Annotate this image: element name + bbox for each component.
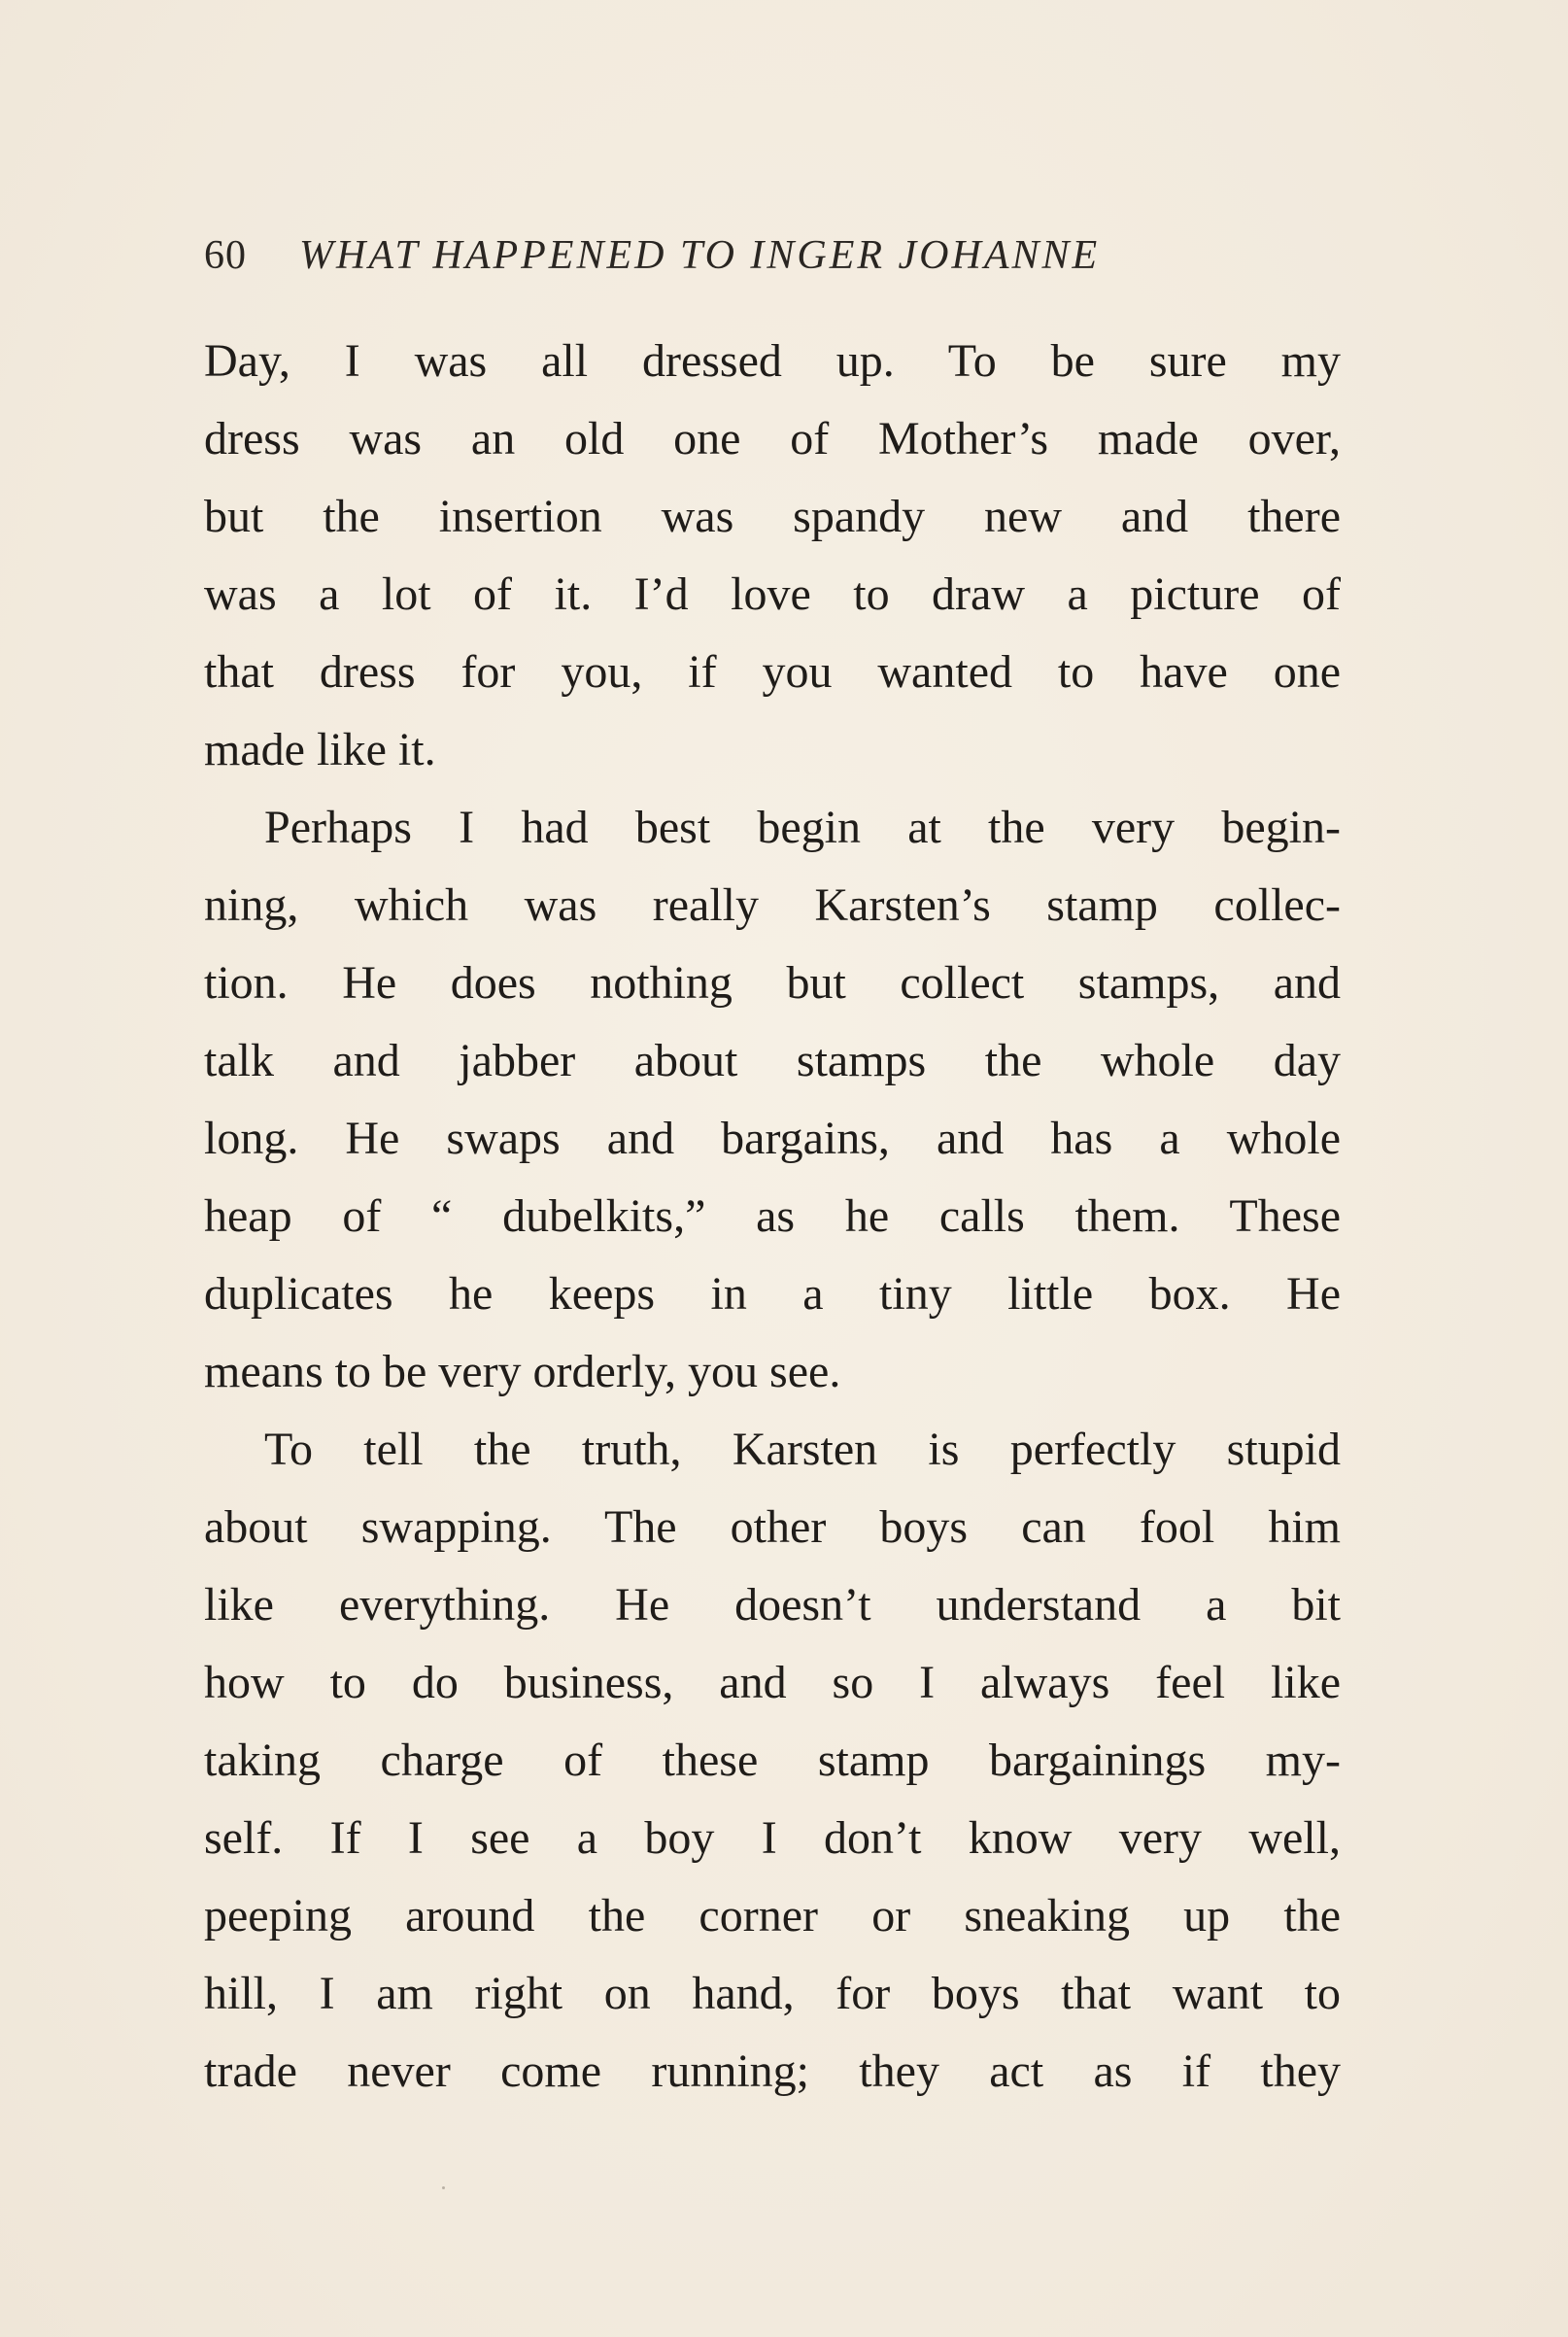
- text-line: ning, which was really Karsten’s stamp collec-: [204, 879, 1341, 931]
- text-line: tion. He does nothing but collect stamps, and: [204, 957, 1341, 1009]
- text-line: dress was an old one of Mother’s made over,: [204, 413, 1341, 464]
- text-line: hill, I am right on hand, for boys that want to: [204, 1968, 1341, 2019]
- text-line: was a lot of it. I’d love to draw a picture of: [204, 568, 1341, 620]
- text-line: self. If I see a boy I don’t know very well,: [204, 1812, 1341, 1864]
- text-line: about swapping. The other boys can fool him: [204, 1501, 1341, 1553]
- text-line: trade never come running; they act as if they: [204, 2045, 1341, 2097]
- text-line: taking charge of these stamp bargainings my-: [204, 1735, 1341, 1786]
- text-line: heap of “ dubelkits,” as he calls them. These: [204, 1190, 1341, 1242]
- page-number: 60: [204, 233, 247, 278]
- running-title: WHAT HAPPENED TO INGER JOHANNE: [299, 233, 1101, 278]
- text-line: made like it.: [204, 724, 436, 775]
- text-line: talk and jabber about stamps the whole day: [204, 1035, 1341, 1086]
- paper-speck: [442, 2186, 445, 2189]
- text-line: duplicates he keeps in a tiny little box. He: [204, 1268, 1341, 1320]
- text-line: long. He swaps and bargains, and has a whole: [204, 1113, 1341, 1164]
- text-line: that dress for you, if you wanted to have one: [204, 646, 1341, 698]
- text-line: Day, I was all dressed up. To be sure my: [204, 335, 1341, 387]
- text-line: but the insertion was spandy new and there: [204, 491, 1341, 542]
- text-line: how to do business, and so I always feel like: [204, 1657, 1341, 1708]
- text-line: means to be very orderly, you see.: [204, 1346, 841, 1397]
- text-line: peeping around the corner or sneaking up the: [204, 1890, 1341, 1942]
- body-text: [204, 323, 1341, 2111]
- text-line: To tell the truth, Karsten is perfectly stupid: [264, 1424, 1341, 1475]
- text-line: like everything. He doesn’t understand a bit: [204, 1579, 1341, 1631]
- running-header: [204, 222, 1341, 290]
- text-line: Perhaps I had best begin at the very begin-: [264, 802, 1341, 853]
